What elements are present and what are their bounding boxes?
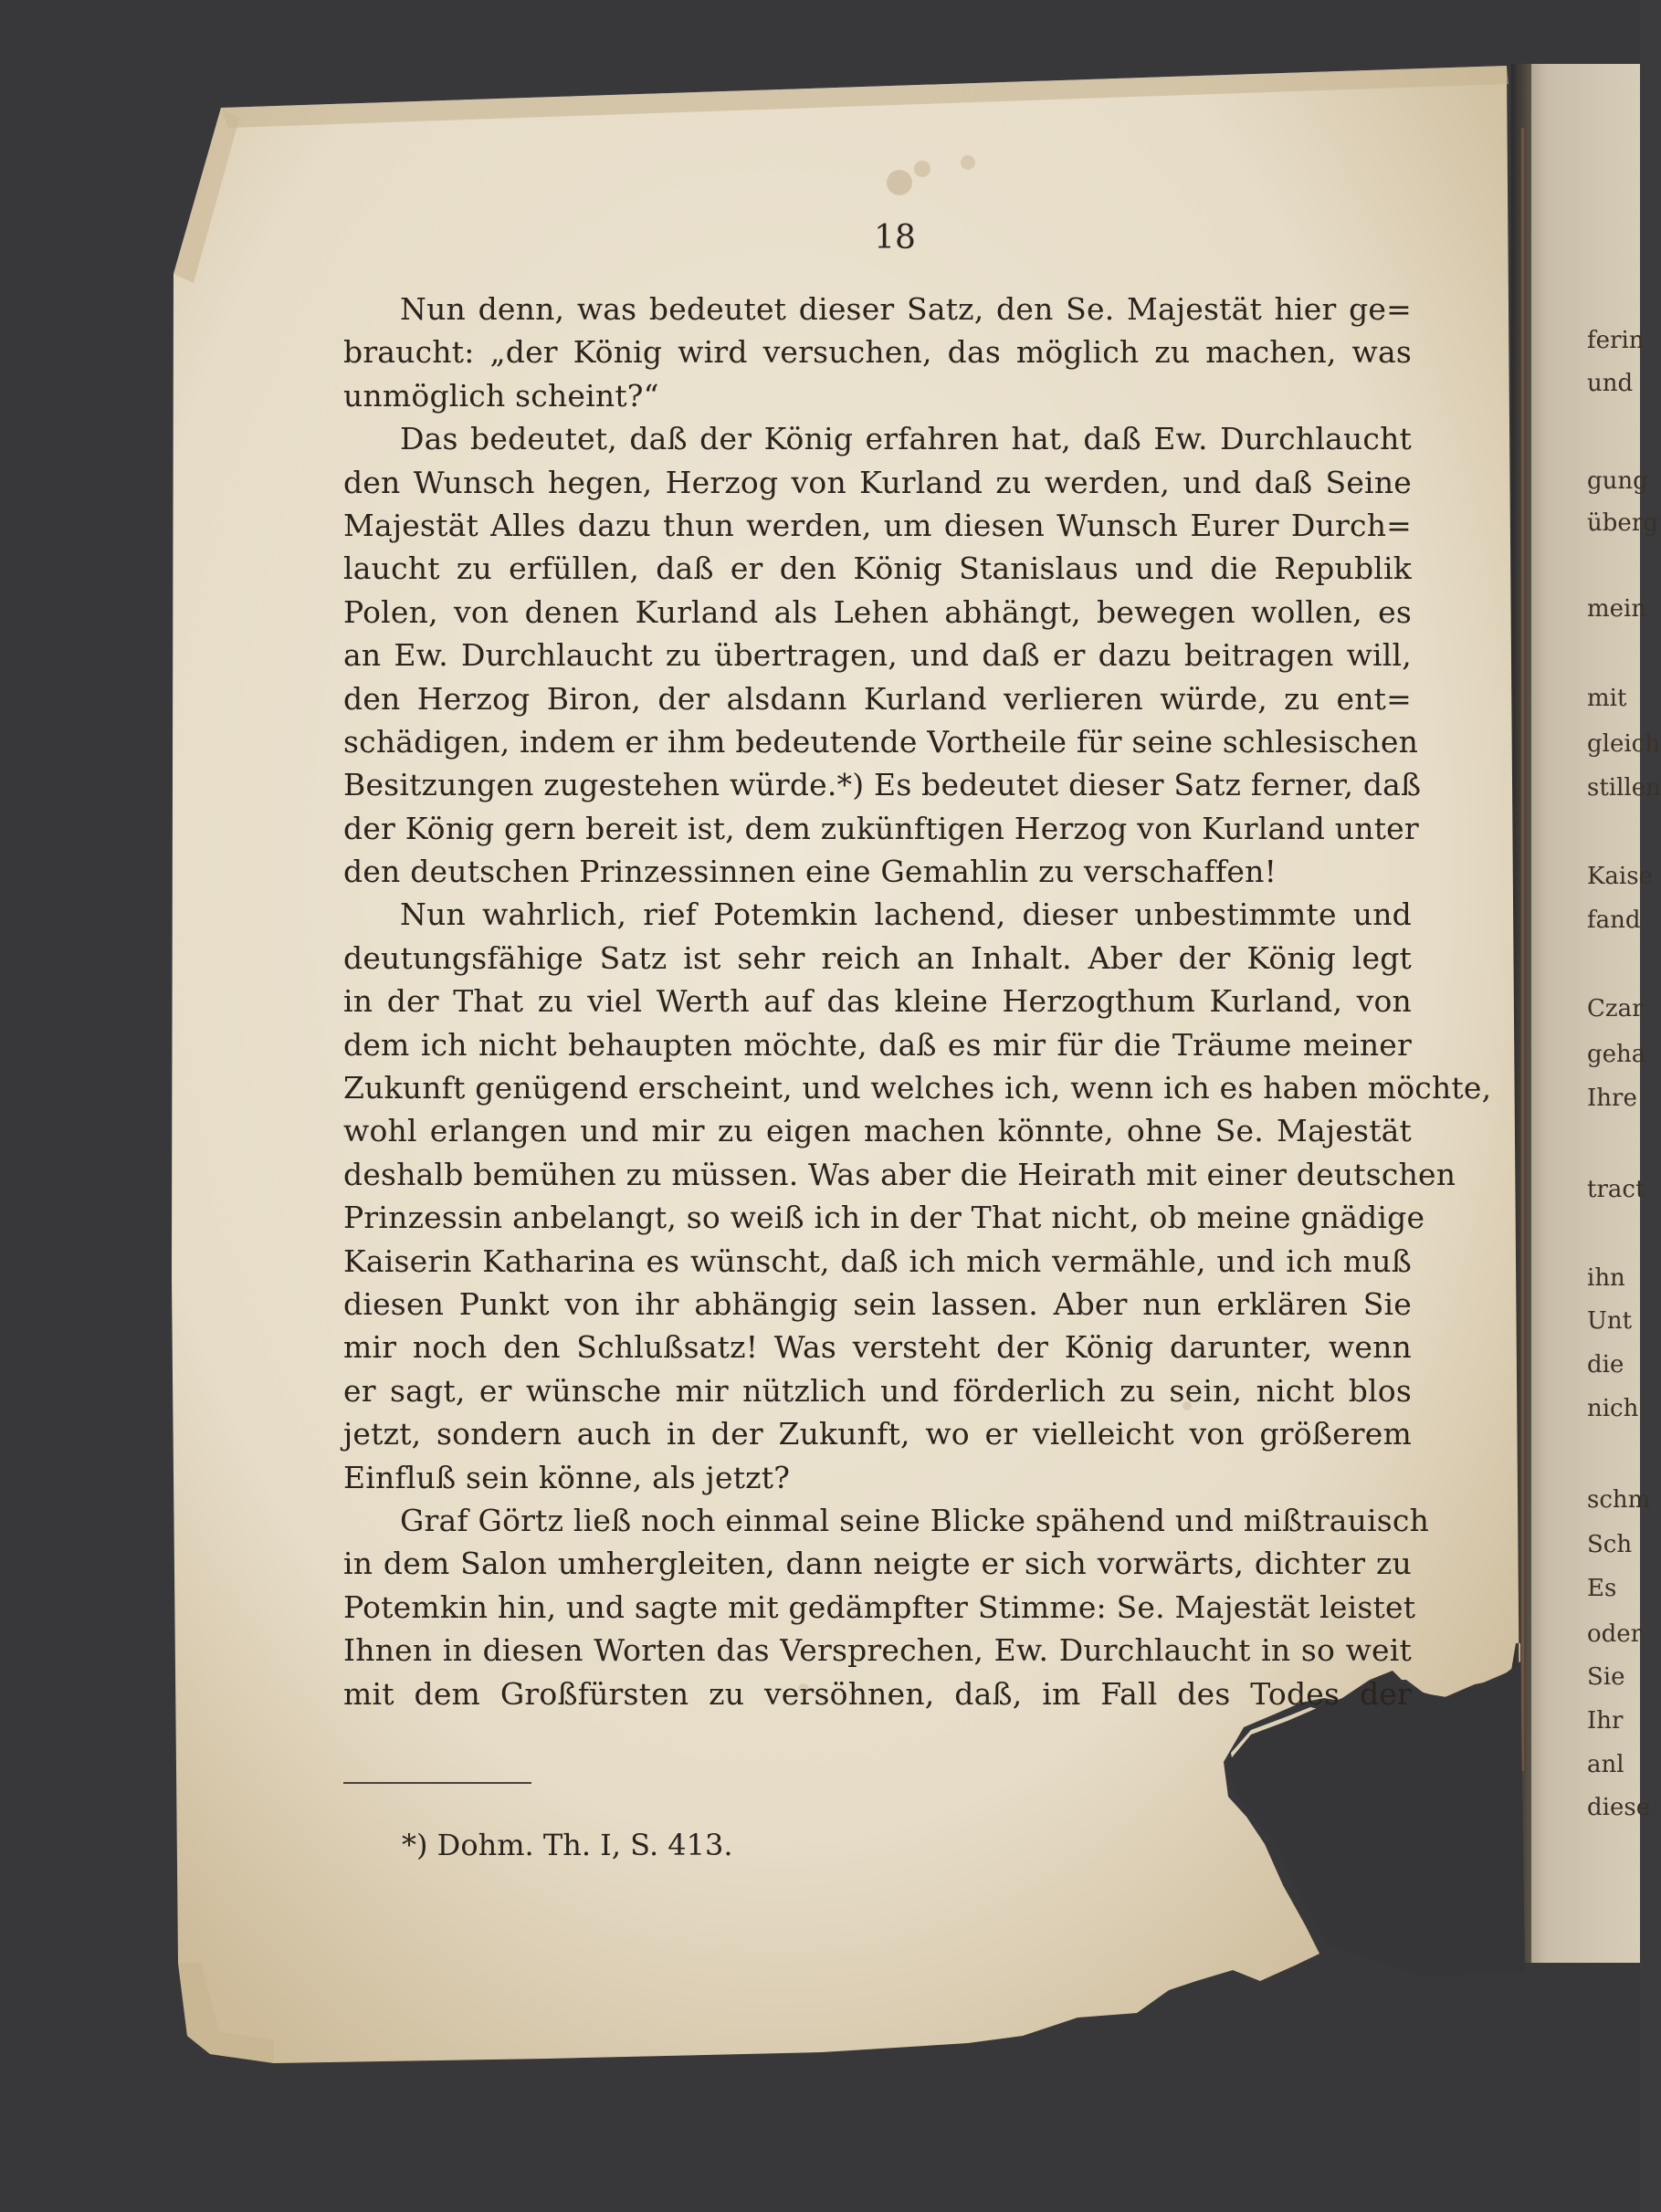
text-line: Majestät Alles dazu thun werden, um diesen Wunsch Eurer Durch= (343, 507, 1412, 543)
text-line: Polen, von denen Kurland als Lehen abhängt, bewegen wollen, es (343, 593, 1412, 630)
text-line: unmöglich scheint?“ (343, 377, 659, 414)
text-line: diesen Punkt von ihr abhängig sein lassen. Aber nun erklären Sie (343, 1285, 1412, 1322)
text-line: Zukunft genügend erscheint, und welches ich, wenn ich es haben möchte, (343, 1070, 1492, 1106)
text-line: mir noch den Schlußsatz! Was versteht der König darunter, wenn (343, 1329, 1412, 1366)
text-line: Potemkin hin, und sagte mit gedämpfter Stimme: Se. Majestät leistet (343, 1588, 1416, 1625)
next-page-fragment: Ihr (1587, 1707, 1624, 1735)
next-page-fragment: Kaise (1587, 863, 1653, 890)
text-line: wohl erlangen und mir zu eigen machen könnte, ohne Se. Majestät (343, 1113, 1412, 1149)
text-line: deutungsfähige Satz ist sehr reich an Inhalt. Aber der König legt (343, 939, 1412, 976)
text-line: der König gern bereit ist, dem zukünftigen Herzog von Kurland unter (343, 810, 1419, 846)
next-page-fragment: überg (1587, 509, 1658, 537)
footnote-rule (343, 1782, 531, 1784)
next-page-fragment: fand (1587, 907, 1641, 934)
next-page-fragment: nich (1587, 1395, 1639, 1422)
text-line: braucht: „der König wird versuchen, das möglich zu machen, was (343, 334, 1412, 371)
body-text (343, 288, 1492, 1715)
next-page-fragment: Unt (1587, 1307, 1633, 1335)
page-number: 18 (874, 219, 916, 257)
next-page-fragment: Ihre (1587, 1085, 1637, 1112)
next-page-fragment: Sie (1587, 1663, 1625, 1691)
text-line: Das bedeutet, daß der König erfahren hat, daß Ew. Durchlaucht (400, 421, 1412, 457)
next-page-fragment: mit (1587, 685, 1627, 712)
text-line: Prinzessin anbelangt, so weiß ich in der That nicht, ob meine gnädige (343, 1200, 1425, 1236)
text-line: Nun wahrlich, rief Potemkin lachend, dieser unbestimmte und (400, 896, 1412, 933)
text-line: dem ich nicht behaupten möchte, daß es mir für die Träume meiner (343, 1026, 1412, 1063)
next-page-fragment: Sch (1587, 1531, 1633, 1558)
next-page-fragment: ferin (1587, 327, 1645, 354)
next-page-fragment: tract (1587, 1176, 1645, 1203)
text-line: schädigen, indem er ihm bedeutende Vortheile für seine schlesischen (343, 723, 1419, 760)
text-line: mit dem Großfürsten zu versöhnen, daß, im Fall des Todes der (343, 1675, 1412, 1712)
text-line: deshalb bemühen zu müssen. Was aber die Heirath mit einer deutschen (343, 1156, 1456, 1192)
text-line: Kaiserin Katharina es wünscht, daß ich mich vermähle, und ich muß (343, 1242, 1412, 1279)
text-line: in dem Salon umhergleiten, dann neigte er sich vorwärts, dichter zu (343, 1546, 1412, 1582)
next-page-fragment: die (1587, 1351, 1624, 1379)
text-line: Graf Görtz ließ noch einmal seine Blicke spähend und mißtrauisch (400, 1502, 1430, 1538)
next-page-fragment: ihn (1587, 1264, 1625, 1292)
text-line: laucht zu erfüllen, daß er den König Stanislaus und die Republik (343, 550, 1412, 587)
text-line: den deutschen Prinzessinnen eine Gemahlin zu verschaffen! (343, 854, 1277, 890)
text-line: Ihnen in diesen Worten das Versprechen, Ew. Durchlaucht in so weit (343, 1632, 1412, 1669)
footnote: *) Dohm. Th. I, S. 413. (402, 1828, 733, 1862)
text-line: Einfluß sein könne, als jetzt? (343, 1459, 791, 1495)
next-page-fragment: oder (1587, 1620, 1643, 1648)
text-line: jetzt, sondern auch in der Zukunft, wo er vielleicht von größerem (343, 1416, 1412, 1452)
text-line: den Wunsch hegen, Herzog von Kurland zu werden, und daß Seine (343, 464, 1412, 500)
next-page-fragment: stillen (1587, 774, 1661, 802)
next-page-fragment: schm (1587, 1486, 1651, 1514)
next-page-fragment: mein (1587, 595, 1647, 623)
next-page-fragment: anl (1587, 1751, 1624, 1778)
next-page-fragment: Czar (1587, 995, 1644, 1022)
text-line: Besitzungen zugestehen würde.*) Es bedeutet dieser Satz ferner, daß (343, 767, 1422, 803)
text-line: in der That zu viel Werth auf das kleine Herzogthum Kurland, von (343, 983, 1412, 1020)
text-line: er sagt, er wünsche mir nützlich und förderlich zu sein, nicht blos (343, 1372, 1412, 1409)
next-page-fragment: gleich (1587, 730, 1660, 758)
next-page-fragment: gung (1587, 467, 1648, 495)
next-page-fragment: geha (1587, 1041, 1646, 1068)
next-page-fragment: Es (1587, 1575, 1617, 1602)
next-page-fragment: diese (1587, 1794, 1651, 1821)
text-line: Nun denn, was bedeutet dieser Satz, den Se. Majestät hier ge= (400, 291, 1412, 327)
next-page-fragment: und (1587, 370, 1634, 397)
text-line: den Herzog Biron, der alsdann Kurland verlieren würde, zu ent= (343, 680, 1412, 717)
text-line: an Ew. Durchlaucht zu übertragen, und daß er dazu beitragen will, (343, 637, 1412, 674)
